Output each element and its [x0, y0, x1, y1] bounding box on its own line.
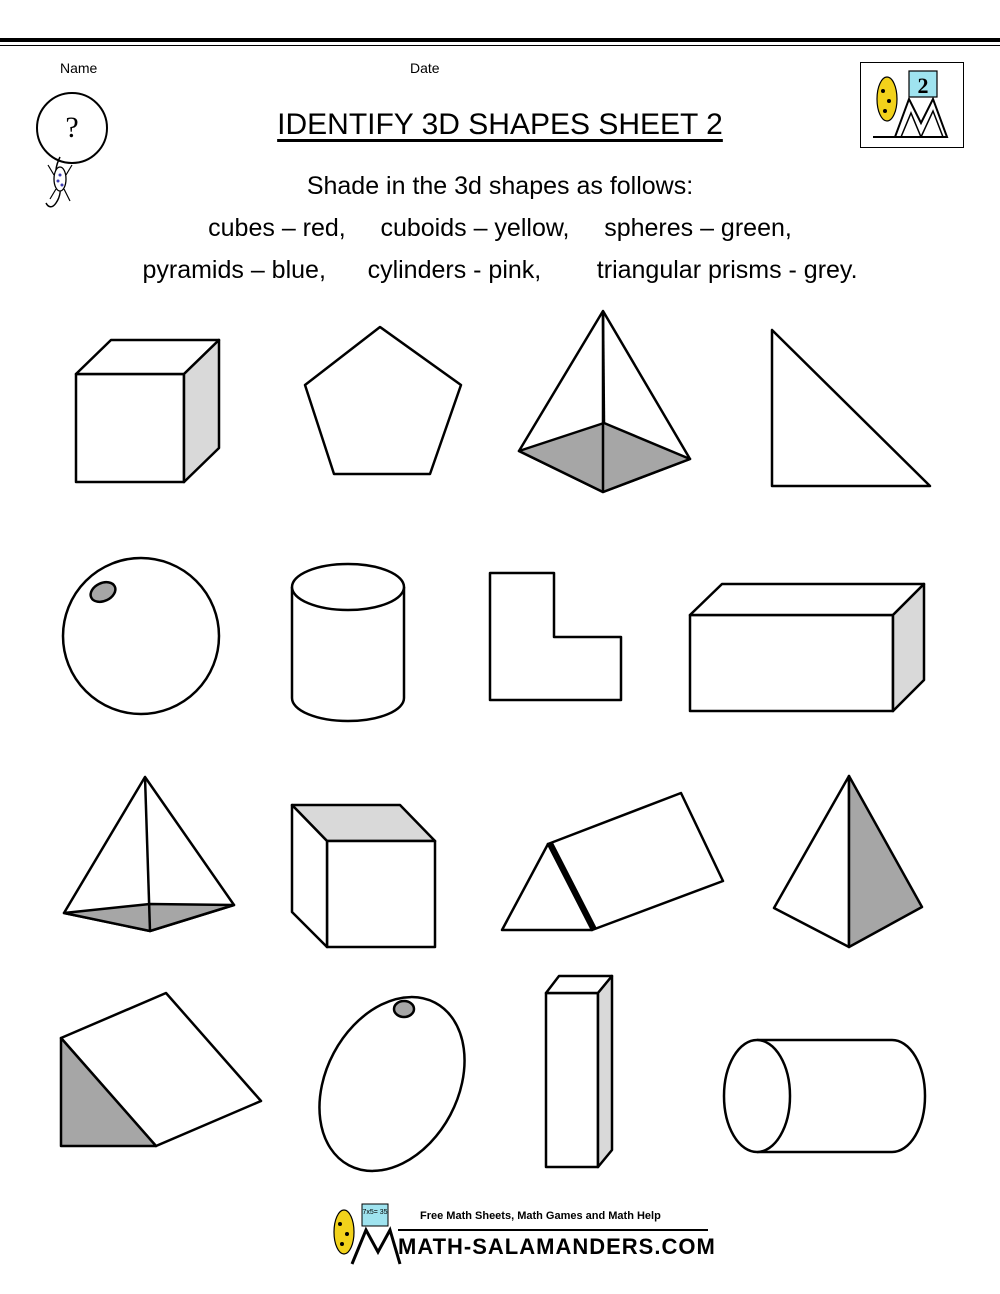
level-number: 2	[917, 73, 929, 98]
instruction-line-3: pyramids – blue, cylinders - pink, triangular prisms - grey.	[142, 256, 858, 284]
footer-rule	[398, 1229, 708, 1231]
footer-tagline: Free Math Sheets, Math Games and Math Help	[420, 1210, 661, 1222]
sphere-oval-shape	[291, 972, 494, 1196]
cylinder-horizontal-shape	[724, 1040, 925, 1152]
cylinder-upright-shape	[292, 564, 404, 721]
page-title: IDENTIFY 3D SHAPES SHEET 2	[277, 108, 723, 141]
cuboid-tall-shape	[546, 976, 612, 1167]
cuboid-wide-shape	[690, 584, 924, 711]
triangular-prism-shape-2	[61, 993, 261, 1146]
footer-logo-sum: 7x5= 35	[362, 1209, 388, 1216]
instruction-line-1: Shade in the 3d shapes as follows:	[306, 172, 694, 200]
instruction-line-2: cubes – red, cuboids – yellow, spheres – green,	[208, 214, 792, 242]
triangular-prism-shape-1	[502, 793, 723, 930]
pentagon-shape	[305, 327, 461, 474]
square-pyramid-shape-1	[519, 311, 690, 492]
right-triangle-shape	[772, 330, 930, 486]
question-badge: ?	[36, 92, 108, 164]
name-label: Name	[60, 60, 98, 76]
cube-shape-1	[76, 340, 219, 482]
triangular-pyramid-shape-2	[774, 776, 922, 947]
date-label: Date	[410, 60, 440, 76]
cube-shape-2	[292, 805, 435, 947]
sphere-shape-1	[63, 558, 219, 714]
footer-site-name[interactable]: MATH-SALAMANDERS.COM	[398, 1234, 716, 1259]
triangular-pyramid-shape-1	[64, 777, 234, 931]
salamander-footer-icon	[322, 1200, 402, 1270]
l-shape	[490, 573, 621, 700]
